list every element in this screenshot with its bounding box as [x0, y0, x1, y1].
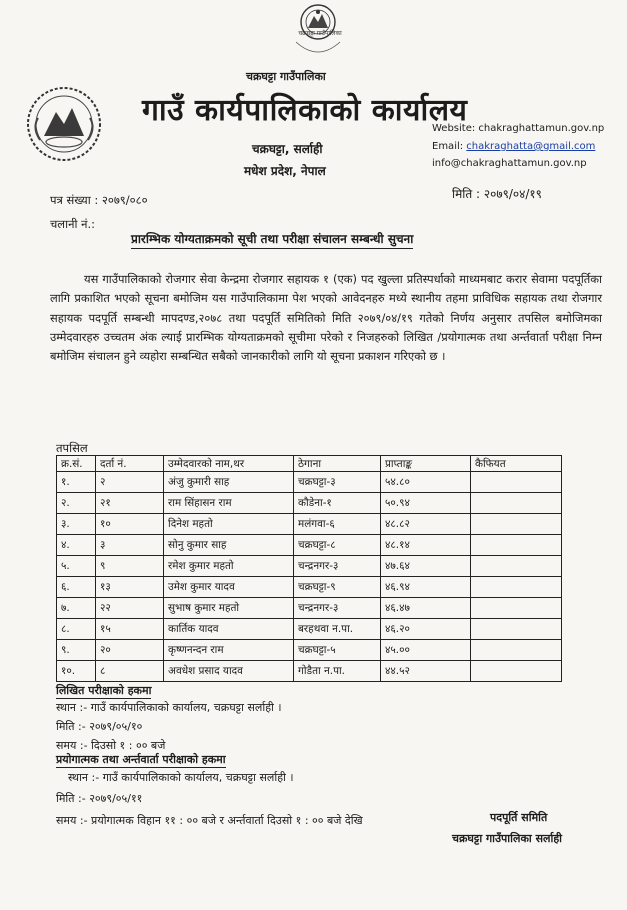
municipality-name-top: चक्रघट्टा गाउँपालिका — [246, 70, 326, 83]
notice-body: यस गाउँपालिकाको रोजगार सेवा केन्द्रमा रोजगार सहायक १ (एक) पद खुल्ला प्रतिस्पर्धाको माध्यमबाट करार सेवामा पदपूर्तिका लागि प्रकाशित भएको सूचना बमोजिम यस गाउँपालिकामा पेश भएको आवेदनहरु मध्ये स्थानीय तहमा प्राविधिक सहायक तथा रोजगार सहायक पदपूर्ति सम्बन्धी मापदण्ड,२०७८ तथा पदपूर्ति समितिको मिति २०७९/०४/१९ गतेको निर्णय अनुसार तपसिल बमोजिमका उम्मेदवारहरु उच्चतम अंक ल्याई प्रारम्भिक योग्यताक्रमको सूचीमा परेको र निजहरुको लिखित /प्रयोगात्मक तथा अर्न्तवार्ता परीक्षा निम्न बमोजिम संचालन हुने व्यहोरा सम्बन्धित सबैको जानकारीको लागि यो सूचना प्रकाशन गरिएको छ । — [50, 272, 602, 364]
cell-reg-no: ८ — [96, 661, 164, 682]
practical-exam-venue: स्थान :- गाउँ कार्यपालिकाको कार्यालय, चक्रघट्टा सर्लाही । — [68, 771, 294, 784]
reference-number: पत्र संख्या : २०७९/०८० — [50, 193, 148, 207]
cell-remarks — [471, 577, 562, 598]
cell-remarks — [471, 598, 562, 619]
header-name: उम्मेदवारको नाम,थर — [164, 456, 294, 472]
dispatch-number: चलानी नं.: — [50, 217, 96, 231]
cell-reg-no: २० — [96, 640, 164, 661]
cell-sn: ६. — [57, 577, 96, 598]
cell-remarks — [471, 514, 562, 535]
table-row — [57, 556, 562, 577]
cell-reg-no: ३ — [96, 535, 164, 556]
cell-sn: ७. — [57, 598, 96, 619]
cell-address: चन्द्रनगर-३ — [294, 556, 381, 577]
header-remarks: कैफियत — [471, 456, 562, 472]
table-row — [57, 514, 562, 535]
cell-score: ४६.४७ — [381, 598, 471, 619]
signature-municipality: चक्रघट्टा गाउँपालिका सर्लाही — [452, 832, 563, 845]
cell-name: सोनु कुमार साह — [164, 535, 294, 556]
cell-address: चन्द्रनगर-३ — [294, 598, 381, 619]
signature-committee: पदपूर्ति समिति — [490, 811, 548, 824]
cell-reg-no: १३ — [96, 577, 164, 598]
cell-remarks — [471, 661, 562, 682]
table-row — [57, 577, 562, 598]
practical-exam-date: मिति :- २०७९/०५/११ — [56, 792, 143, 805]
cell-address: चक्रघट्टा-३ — [294, 472, 381, 493]
cell-address: चक्रघट्टा-९ — [294, 577, 381, 598]
email-line — [432, 141, 595, 152]
cell-name: अंजु कुमारी साह — [164, 472, 294, 493]
cell-name: अवधेश प्रसाद यादव — [164, 661, 294, 682]
office-title: गाउँ कार्यपालिकाको कार्यालय — [142, 93, 468, 128]
cell-remarks — [471, 556, 562, 577]
cell-reg-no: १० — [96, 514, 164, 535]
cell-address: चक्रघट्टा-८ — [294, 535, 381, 556]
written-exam-time: समय :- दिउसो १ : ०० बजे — [56, 739, 166, 752]
table-row — [57, 598, 562, 619]
email-label: Email: — [432, 141, 467, 152]
email-link[interactable]: chakraghatta@gmail.com — [466, 141, 596, 152]
cell-score: ५४.८० — [381, 472, 471, 493]
seal-caption: चक्रघट्टा गाउँपालिका — [298, 30, 342, 37]
cell-remarks — [471, 619, 562, 640]
table-row — [57, 493, 562, 514]
cell-remarks — [471, 535, 562, 556]
cell-score: ४८.८२ — [381, 514, 471, 535]
table-header-row — [57, 456, 562, 472]
table-row — [57, 619, 562, 640]
cell-sn: ९. — [57, 640, 96, 661]
cell-reg-no: २१ — [96, 493, 164, 514]
cell-remarks — [471, 640, 562, 661]
cell-name: रमेश कुमार महतो — [164, 556, 294, 577]
table-row — [57, 640, 562, 661]
nepal-emblem-icon — [24, 84, 104, 164]
cell-address: गोडैता न.पा. — [294, 661, 381, 682]
cell-remarks — [471, 493, 562, 514]
header-address: ठेगाना — [294, 456, 381, 472]
cell-score: ४७.६४ — [381, 556, 471, 577]
cell-reg-no: ९ — [96, 556, 164, 577]
written-exam-heading: लिखित परीक्षाको हकमा — [56, 684, 152, 697]
cell-sn: ८. — [57, 619, 96, 640]
header-sn: क्र.सं. — [57, 456, 96, 472]
table-label: तपसिल — [56, 441, 88, 455]
cell-sn: १०. — [57, 661, 96, 682]
cell-address: बरहथवा न.पा. — [294, 619, 381, 640]
cell-sn: ४. — [57, 535, 96, 556]
cell-name: कृष्णनन्दन राम — [164, 640, 294, 661]
cell-address: चक्रघट्टा-५ — [294, 640, 381, 661]
cell-name: राम सिंहासन राम — [164, 493, 294, 514]
header-score: प्राप्ताङ्क — [381, 456, 471, 472]
cell-sn: ५. — [57, 556, 96, 577]
candidate-table — [56, 455, 562, 682]
table-row — [57, 472, 562, 493]
written-exam-venue: स्थान :- गाउँ कार्यपालिकाको कार्यालय, चक्रघट्टा सर्लाही । — [56, 701, 282, 714]
letter-date: मिति : २०७९/०४/१९ — [452, 187, 542, 201]
cell-address: कौडेना-१ — [294, 493, 381, 514]
cell-sn: १. — [57, 472, 96, 493]
cell-score: ४४.५२ — [381, 661, 471, 682]
cell-reg-no: २ — [96, 472, 164, 493]
cell-sn: ३. — [57, 514, 96, 535]
table-row — [57, 661, 562, 682]
cell-sn: २. — [57, 493, 96, 514]
cell-reg-no: २२ — [96, 598, 164, 619]
address-line-1: चक्रघट्टा, सर्लाही — [252, 142, 323, 156]
cell-score: ५०.९४ — [381, 493, 471, 514]
practical-exam-heading: प्रयोगात्मक तथा अर्न्तवार्ता परीक्षाको हकमा — [56, 753, 226, 766]
cell-score: ४८.१४ — [381, 535, 471, 556]
cell-reg-no: १५ — [96, 619, 164, 640]
written-exam-date: मिति :- २०७९/०५/१० — [56, 720, 143, 733]
cell-score: ४६.२० — [381, 619, 471, 640]
practical-exam-time: समय :- प्रयोगात्मक विहान ११ : ०० बजे र अर्न्तवार्ता दिउसो १ : ०० बजे देखि — [56, 814, 363, 827]
table-row — [57, 535, 562, 556]
website-text: Website: chakraghattamun.gov.np — [432, 123, 605, 134]
header-reg-no: दर्ता नं. — [96, 456, 164, 472]
cell-score: ४६.९४ — [381, 577, 471, 598]
cell-name: दिनेश महतो — [164, 514, 294, 535]
cell-name: कार्तिक यादव — [164, 619, 294, 640]
cell-name: सुभाष कुमार महतो — [164, 598, 294, 619]
cell-score: ४५.०० — [381, 640, 471, 661]
cell-address: मलंगवा-६ — [294, 514, 381, 535]
cell-name: उमेश कुमार यादव — [164, 577, 294, 598]
info-email: info@chakraghattamun.gov.np — [432, 158, 587, 169]
notice-subject: प्रारम्भिक योग्यताक्रमको सूची तथा परीक्षा संचालन सम्बन्धी सुचना — [131, 230, 413, 249]
cell-remarks — [471, 472, 562, 493]
address-line-2: मधेश प्रदेश, नेपाल — [244, 164, 326, 178]
